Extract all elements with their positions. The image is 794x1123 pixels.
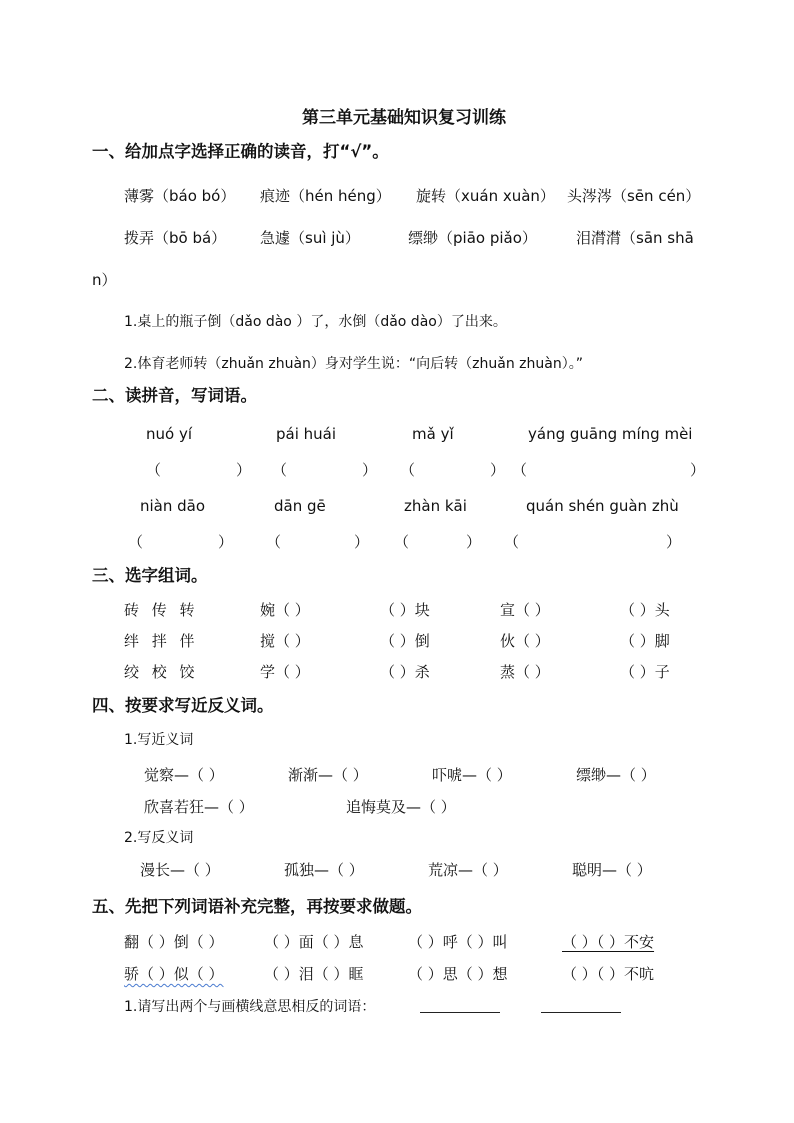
s1-row2-item: 急遽（suì jù）	[260, 229, 360, 247]
idiom-item: （ ）（ ）不吭	[562, 965, 655, 983]
choice-chars: 砖 传 转	[124, 601, 195, 619]
pinyin-item: dān gē	[274, 497, 326, 515]
antonym-item: 荒凉—（ ）	[428, 861, 508, 879]
s5-question-1: 1.请写出两个与画横线意思相反的词语：	[124, 999, 376, 1015]
synonym-item: 追悔莫及—（ ）	[346, 798, 456, 816]
answer-blank[interactable]	[420, 1012, 500, 1013]
s1-row1-item: 头涔涔（sēn cén）	[567, 187, 701, 205]
fill-item: （ ）倒	[380, 632, 430, 650]
answer-paren-open: （	[512, 461, 528, 479]
antonym-item: 聪明—（ ）	[572, 861, 652, 879]
s1-question-1: 1.桌上的瓶子倒（dǎo dào ）了，水倒（dǎo dào）了出来。	[124, 314, 507, 330]
synonym-item: 渐渐—（ ）	[288, 766, 368, 784]
antonym-item: 孤独—（ ）	[284, 861, 364, 879]
answer-paren-close: ）	[354, 533, 370, 551]
s1-row2-item: 缥缈（piāo piǎo）	[408, 229, 537, 247]
idiom-item-underlined: （ ）（ ）不安	[562, 933, 655, 951]
pinyin-item: niàn dāo	[140, 497, 206, 515]
fill-item: （ ）子	[620, 663, 670, 681]
s1-row1-item: 痕迹（hén héng）	[260, 187, 391, 205]
fill-item: （ ）块	[380, 601, 430, 619]
pinyin-item: zhàn kāi	[404, 497, 467, 515]
answer-paren-close: ）	[666, 533, 682, 551]
s1-row2-continuation: n）	[92, 271, 117, 289]
fill-item: 学（ ）	[260, 663, 310, 681]
fill-item: 伙（ ）	[500, 632, 550, 650]
fill-item: （ ）头	[620, 601, 670, 619]
s4-sub-1: 1.写近义词	[124, 732, 194, 748]
answer-paren-close: ）	[362, 461, 378, 479]
pinyin-item: nuó yí	[146, 425, 193, 443]
answer-paren-open: （	[266, 533, 282, 551]
answer-paren-open: （	[272, 461, 288, 479]
choice-chars: 绞 校 饺	[124, 663, 195, 681]
fill-item: 婉（ ）	[260, 601, 310, 619]
idiom-item: （ ）泪（ ）眶	[264, 965, 364, 983]
answer-blank[interactable]	[541, 1012, 621, 1013]
pinyin-item: pái huái	[276, 425, 337, 443]
answer-paren-close: ）	[466, 533, 482, 551]
idiom-item: （ ）思（ ）想	[408, 965, 508, 983]
answer-paren-open: （	[394, 533, 410, 551]
page-title: 第三单元基础知识复习训练	[302, 108, 506, 128]
fill-item: 蒸（ ）	[500, 663, 550, 681]
s1-question-2: 2.体育老师转（zhuǎn zhuàn）身对学生说：“向后转（zhuǎn zhuàn）。”	[124, 356, 583, 372]
section-4-heading: 四、按要求写近反义词。	[92, 696, 274, 715]
section-2-heading: 二、读拼音，写词语。	[92, 386, 257, 405]
s4-sub-2: 2.写反义词	[124, 830, 194, 846]
idiom-item: （ ）呼（ ）叫	[408, 933, 508, 951]
answer-paren-close: ）	[218, 533, 234, 551]
synonym-item: 觉察—（ ）	[144, 766, 224, 784]
fill-item: （ ）脚	[620, 632, 670, 650]
synonym-item: 缥缈—（ ）	[576, 766, 656, 784]
section-5-heading: 五、先把下列词语补充完整，再按要求做题。	[92, 897, 422, 916]
answer-paren-open: （	[128, 533, 144, 551]
pinyin-item: quán shén guàn zhù	[526, 497, 679, 515]
pinyin-item: mǎ yǐ	[412, 425, 454, 443]
section-3-heading: 三、选字组词。	[92, 566, 208, 585]
s1-row1-item: 薄雾（báo bó）	[124, 187, 236, 205]
choice-chars: 绊 拌 伴	[124, 632, 195, 650]
idiom-item-wavy: 骄（ ）似（ ）	[124, 965, 224, 983]
antonym-item: 漫长—（ ）	[140, 861, 220, 879]
s1-row1-item: 旋转（xuán xuàn）	[416, 187, 555, 205]
answer-paren-close: ）	[490, 461, 506, 479]
answer-paren-open: （	[400, 461, 416, 479]
idiom-item: （ ）面（ ）息	[264, 933, 364, 951]
fill-item: 搅（ ）	[260, 632, 310, 650]
synonym-item: 欣喜若狂—（ ）	[144, 798, 254, 816]
fill-item: 宣（ ）	[500, 601, 550, 619]
answer-paren-open: （	[146, 461, 162, 479]
synonym-item: 吓唬—（ ）	[432, 766, 512, 784]
answer-paren-close: ）	[690, 461, 706, 479]
idiom-item: 翻（ ）倒（ ）	[124, 933, 224, 951]
pinyin-item: yáng guāng míng mèi	[528, 425, 693, 443]
section-1-heading: 一、给加点字选择正确的读音，打“√”。	[92, 142, 389, 161]
s1-row2-item: 拨弄（bō bá）	[124, 229, 227, 247]
fill-item: （ ）杀	[380, 663, 430, 681]
answer-paren-close: ）	[236, 461, 252, 479]
answer-paren-open: （	[504, 533, 520, 551]
s1-row2-item: 泪潸潸（sān shā	[576, 229, 694, 247]
